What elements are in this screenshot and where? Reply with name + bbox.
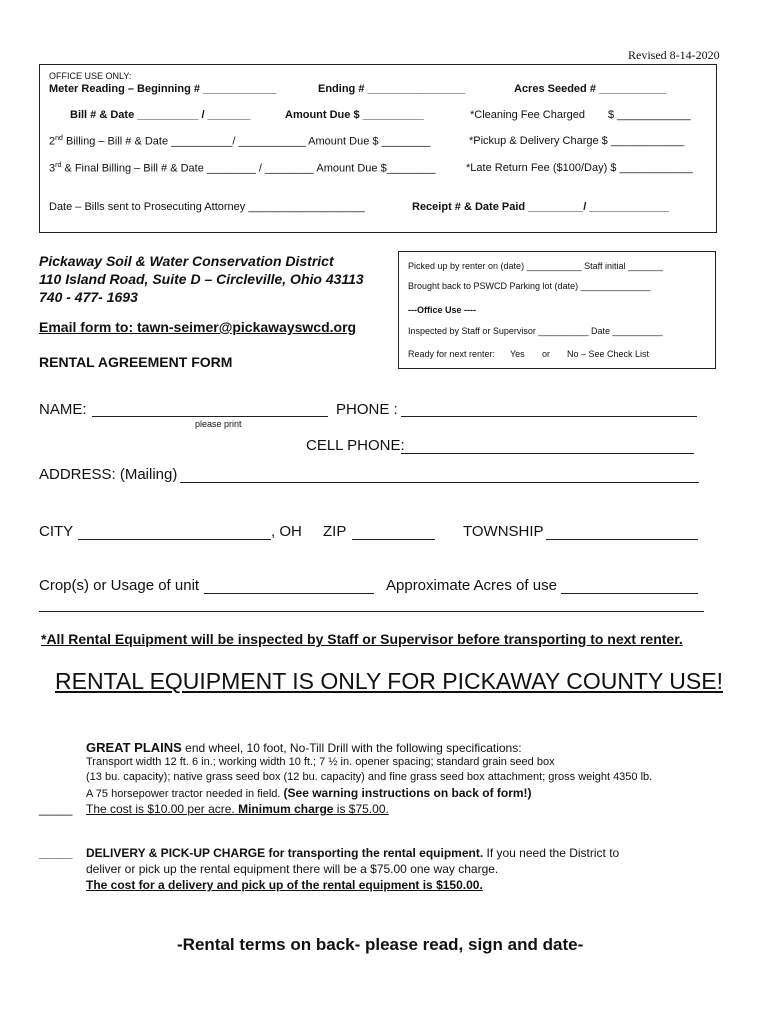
acres-seeded[interactable]: Acres Seeded # ___________ [514,83,667,95]
phone-label: PHONE : [336,401,398,418]
cleaning-fee-field[interactable]: $ ____________ [608,109,691,121]
bill-date[interactable]: Bill # & Date __________ / _______ [70,109,251,121]
acres-label: Approximate Acres of use [386,577,557,594]
acres-input[interactable] [561,593,698,594]
township-input[interactable] [546,539,698,540]
great-plains-title: GREAT PLAINS [86,740,182,755]
address-input[interactable] [180,482,699,483]
great-plains-check[interactable]: _____ [39,802,73,816]
great-plains-cost: The cost is $10.00 per acre. Minimum charge is $75.00. [86,802,389,816]
amount-due[interactable]: Amount Due $ __________ [285,109,424,121]
state-label: , OH [271,523,302,540]
delivery-total: The cost for a delivery and pick up of the rental equipment is $150.00. [86,878,483,892]
great-plains-line2: Transport width 12 ft. 6 in.; working width 10 ft.; 7 ½ in. opener spacing; standard grain seed box [86,756,555,768]
district-name: Pickaway Soil & Water Conservation District [39,253,334,269]
delivery-line2: deliver or pick up the rental equipment there will be a $75.00 one way charge. [86,862,499,876]
ready-label: Ready for next renter: [408,349,496,359]
zip-input[interactable] [352,539,435,540]
office-use-box [39,64,717,233]
inspected-field[interactable]: Inspected by Staff or Supervisor __________ Date __________ [408,326,663,336]
great-plains-line4: A 75 horsepower tractor needed in field. (See warning instructions on back of form!) [86,786,532,800]
prosecuting-attorney-date[interactable]: Date – Bills sent to Prosecuting Attorney ___________________ [49,201,365,213]
county-use-notice: RENTAL EQUIPMENT IS ONLY FOR PICKAWAY COUNTY USE! [55,668,723,694]
form-title: RENTAL AGREEMENT FORM [39,354,233,370]
receipt-date-paid[interactable]: Receipt # & Date Paid _________/ _____________ [412,201,669,213]
delivery-line1: DELIVERY & PICK-UP CHARGE for transporting the rental equipment. If you need the District to [86,846,620,860]
footer-note: -Rental terms on back- please read, sign and date- [177,935,584,954]
extra-usage-line[interactable] [39,611,704,612]
district-phone: 740 - 477- 1693 [39,289,138,305]
township-label: TOWNSHIP [463,523,544,540]
district-address: 110 Island Road, Suite D – Circleville, Ohio 43113 [39,271,364,287]
crops-input[interactable] [204,593,374,594]
ready-or: or [542,349,551,359]
meter-ending[interactable]: Ending # ________________ [318,83,466,95]
picked-up-field[interactable]: Picked up by renter on (date) ___________ Staff initial _______ [408,261,664,271]
cleaning-fee-label: *Cleaning Fee Charged [470,109,585,121]
delivery-check[interactable]: _____ [39,846,73,860]
late-return-fee[interactable]: *Late Return Fee ($100/Day) $ ____________ [466,162,693,174]
delivery-title: DELIVERY & PICK-UP CHARGE for transporting the rental equipment. [86,846,484,860]
revised-date: Revised 8-14-2020 [628,48,720,62]
pickup-delivery-charge[interactable]: *Pickup & Delivery Charge $ ____________ [469,135,685,147]
office-use-label: ---Office Use ---- [408,305,476,315]
phone-input[interactable] [401,416,697,417]
third-billing[interactable]: 3rd & Final Billing – Bill # & Date ________ / ________ Amount Due $________ [49,162,436,175]
meter-beginning[interactable]: Meter Reading – Beginning # ____________ [49,83,277,95]
please-print-note: please print [195,419,242,429]
address-label: ADDRESS: (Mailing) [39,466,178,483]
brought-back-field[interactable]: Brought back to PSWCD Parking lot (date) ______________ [408,281,651,291]
city-label: CITY [39,523,74,540]
name-label: NAME: [39,401,87,418]
email-link[interactable]: Email form to: tawn-seimer@pickawayswcd.org [39,319,357,335]
warning-note: (See warning instructions on back of form!) [283,786,532,800]
office-use-heading: OFFICE USE ONLY: [49,71,132,81]
city-input[interactable] [78,539,271,540]
ready-yes-option[interactable]: Yes [510,349,525,359]
great-plains-line1: GREAT PLAINS end wheel, 10 foot, No-Till Drill with the following specifications: [86,740,522,755]
zip-label: ZIP [323,523,347,540]
second-billing[interactable]: 2nd Billing – Bill # & Date __________/ ___________ Amount Due $ ________ [49,135,431,148]
cell-phone-label: CELL PHONE: [306,437,405,454]
staff-box [398,251,716,369]
ready-no-option[interactable]: No – See Check List [567,349,650,359]
crops-label: Crop(s) or Usage of unit [39,577,200,594]
cell-phone-input[interactable] [401,453,694,454]
great-plains-line3: (13 bu. capacity); native grass seed box (12 bu. capacity) and fine grass seed box attachment; gross weight 4350 lb. [86,771,653,783]
name-input[interactable] [92,416,328,417]
inspection-notice: *All Rental Equipment will be inspected by Staff or Supervisor before transporting to next renter. [41,631,683,647]
